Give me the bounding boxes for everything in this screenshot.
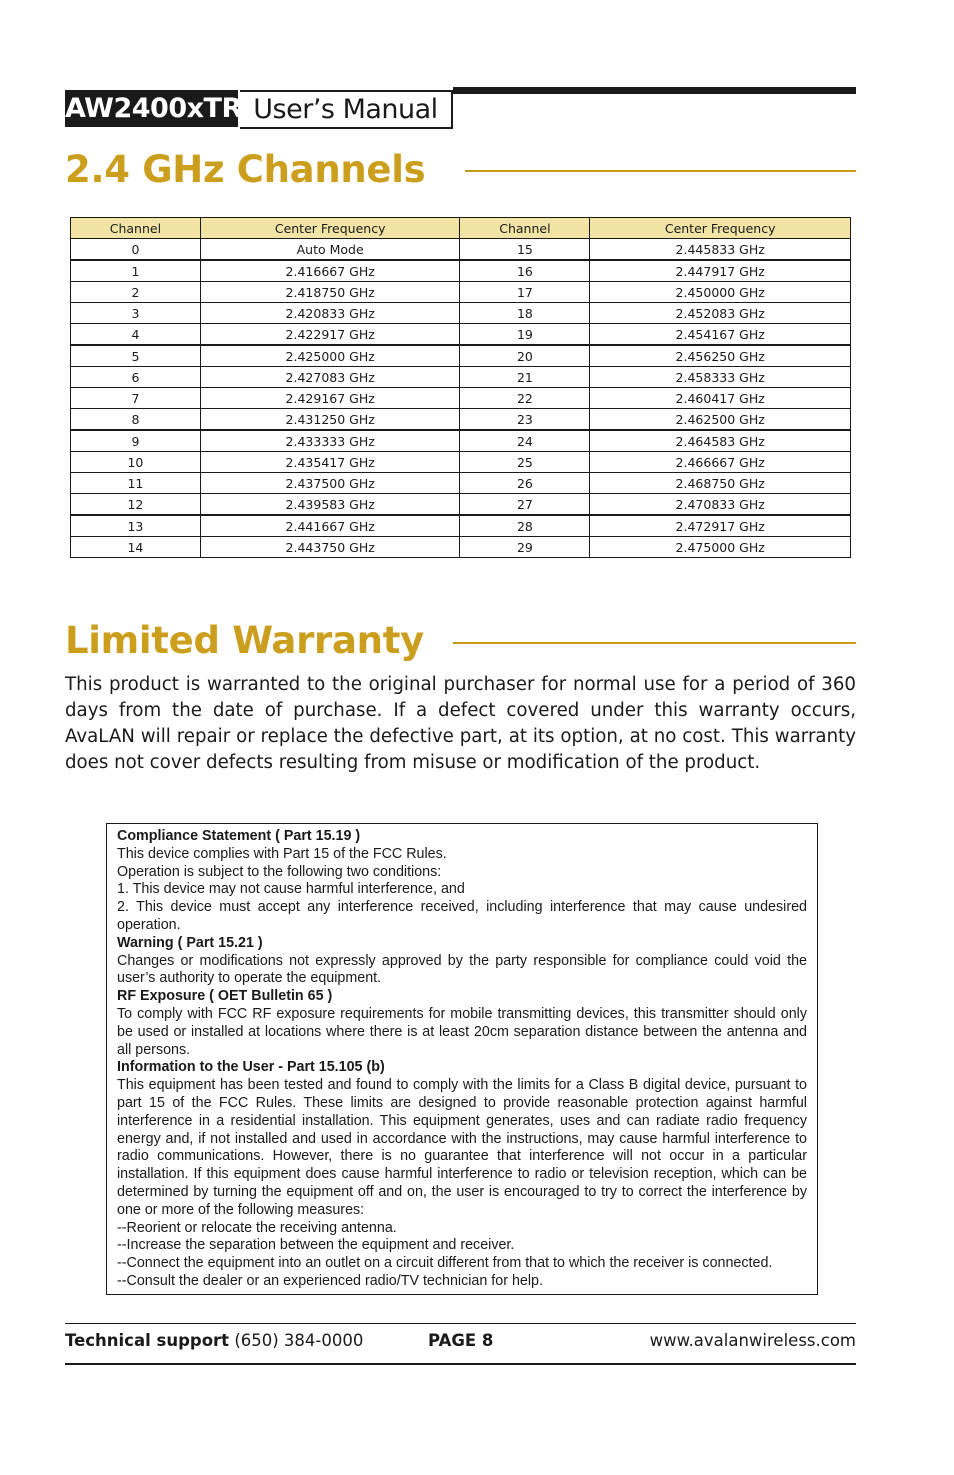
compliance-paragraph: This equipment has been tested and found to comply with the limits for a Class B digital device, pursuant to part 15 of the FCC Rules. These limits are designed to provide reasonable protection against harmful interference in a residential installation. This equipment generates, uses and can radiate radio frequency energy and, if not installed and used in accordance with the instructions, may cause harmful interference to radio communications. However, there is no guarantee that interference will not occur in a particular installation. If this equipment does cause harmful interference to radio or television reception, which can be determined by turning the equipment off and on, the user is encouraged to try to correct the interference by one or more of the following measures: [117,1077,807,1218]
table-row [71,282,851,303]
channel-cell: 11 [71,473,201,494]
table-header-row [71,218,851,239]
channel-cell: 4 [71,324,201,346]
channel-cell: 27 [460,494,590,516]
channel-cell: 26 [460,473,590,494]
compliance-paragraph: Changes or modifications not expressly approved by the party responsible for compliance could void the user’s authority to operate the equipment. [117,952,807,987]
channel-cell: 23 [460,409,590,431]
table-row [71,303,851,324]
frequency-cell: Auto Mode [200,239,460,261]
header-rule [453,87,856,94]
compliance-heading: Compliance Statement ( Part 15.19 ) [117,828,361,844]
table-row [71,452,851,473]
channel-cell: 13 [71,515,201,537]
compliance-paragraph: Operation is subject to the following two conditions: [117,863,442,880]
technical-support-phone: (650) 384-0000 [234,1331,364,1350]
channels-table-body [71,239,851,558]
compliance-paragraph: --Connect the equipment into an outlet on a circuit different from that to which the receiver is connected. [117,1255,773,1272]
frequency-cell: 2.422917 GHz [200,324,460,346]
channel-cell: 24 [460,430,590,452]
frequency-cell: 2.433333 GHz [200,430,460,452]
frequency-cell: 2.472917 GHz [590,515,851,537]
table-row [71,239,851,261]
column-header-channel: Channel [71,218,201,239]
table-row [71,324,851,346]
table-row [71,260,851,282]
channel-cell: 5 [71,345,201,367]
column-header-frequency: Center Frequency [200,218,460,239]
table-row [71,515,851,537]
channel-cell: 7 [71,388,201,409]
frequency-cell: 2.464583 GHz [590,430,851,452]
frequency-cell: 2.447917 GHz [590,260,851,282]
channel-cell: 15 [460,239,590,261]
frequency-cell: 2.475000 GHz [590,537,851,558]
frequency-cell: 2.445833 GHz [590,239,851,261]
frequency-cell: 2.468750 GHz [590,473,851,494]
channel-cell: 14 [71,537,201,558]
table-row [71,494,851,516]
table-row [71,345,851,367]
channel-cell: 17 [460,282,590,303]
channel-cell: 28 [460,515,590,537]
channel-cell: 29 [460,537,590,558]
frequency-cell: 2.450000 GHz [590,282,851,303]
channel-cell: 18 [460,303,590,324]
table-row [71,409,851,431]
frequency-cell: 2.452083 GHz [590,303,851,324]
compliance-paragraph: This device complies with Part 15 of the FCC Rules. [117,845,447,862]
compliance-paragraph: 1. This device may not cause harmful interference, and [117,881,465,898]
table-row [71,473,851,494]
channel-cell: 0 [71,239,201,261]
channel-cell: 21 [460,367,590,388]
table-row [71,537,851,558]
frequency-cell: 2.439583 GHz [200,494,460,516]
channel-cell: 22 [460,388,590,409]
compliance-statement-box [106,823,818,1295]
channels-title: 2.4 GHz Channels [65,148,426,191]
frequency-cell: 2.460417 GHz [590,388,851,409]
compliance-heading: Information to the User - Part 15.105 (b) [117,1059,385,1076]
warranty-text: This product is warranted to the original purchaser for normal use for a period of 360 days from the date of purchase. If a defect covered under this warranty occurs, AvaLAN will repair or replace the defective part, at its option, at no cost. This warranty does not cover defects resulting from misuse or modification of the product. [65,674,856,773]
frequency-cell: 2.441667 GHz [200,515,460,537]
frequency-cell: 2.456250 GHz [590,345,851,367]
frequency-cell: 2.437500 GHz [200,473,460,494]
table-row [71,388,851,409]
footer-bottom-rule [65,1363,856,1365]
table-row [71,367,851,388]
compliance-paragraph: --Increase the separation between the equipment and receiver. [117,1237,515,1254]
compliance-paragraph: --Reorient or relocate the receiving antenna. [117,1219,397,1236]
channel-cell: 25 [460,452,590,473]
page-number: PAGE 8 [428,1331,494,1350]
website-url: www.avalanwireless.com [649,1331,856,1350]
footer-top-rule [65,1323,856,1324]
frequency-cell: 2.427083 GHz [200,367,460,388]
technical-support [65,1331,363,1350]
product-model: AW2400xTR [65,90,238,127]
frequency-cell: 2.443750 GHz [200,537,460,558]
channel-cell: 12 [71,494,201,516]
frequency-cell: 2.470833 GHz [590,494,851,516]
channel-cell: 6 [71,367,201,388]
channel-cell: 10 [71,452,201,473]
compliance-paragraph: --Consult the dealer or an experienced radio/TV technician for help. [117,1272,543,1289]
warranty-title-rule [453,642,856,644]
warranty-title: Limited Warranty [65,619,424,662]
column-header-channel: Channel [460,218,590,239]
channels-table [70,217,851,558]
frequency-cell: 2.429167 GHz [200,388,460,409]
channel-cell: 19 [460,324,590,346]
technical-support-label: Technical support [65,1331,230,1350]
channels-title-rule [465,170,856,172]
frequency-cell: 2.466667 GHz [590,452,851,473]
channel-cell: 3 [71,303,201,324]
compliance-paragraph: To comply with FCC RF exposure requirements for mobile transmitting devices, this transmitter should only be used or installed at locations where there is at least 20cm separation distance between the antenna and all persons. [117,1005,807,1058]
channel-cell: 9 [71,430,201,452]
channel-cell: 20 [460,345,590,367]
table-row [71,430,851,452]
manual-title: User’s Manual [240,90,453,129]
frequency-cell: 2.418750 GHz [200,282,460,303]
channel-cell: 8 [71,409,201,431]
channel-cell: 16 [460,260,590,282]
frequency-cell: 2.435417 GHz [200,452,460,473]
frequency-cell: 2.416667 GHz [200,260,460,282]
frequency-cell: 2.431250 GHz [200,409,460,431]
channel-cell: 2 [71,282,201,303]
channel-cell: 1 [71,260,201,282]
frequency-cell: 2.425000 GHz [200,345,460,367]
frequency-cell: 2.420833 GHz [200,303,460,324]
compliance-heading: RF Exposure ( OET Bulletin 65 ) [117,988,333,1005]
column-header-frequency: Center Frequency [590,218,851,239]
compliance-paragraph: 2. This device must accept any interference received, including interference that may cause undesired operation. [117,899,807,933]
compliance-heading: Warning ( Part 15.21 ) [117,934,263,951]
frequency-cell: 2.462500 GHz [590,409,851,431]
frequency-cell: 2.454167 GHz [590,324,851,346]
frequency-cell: 2.458333 GHz [590,367,851,388]
